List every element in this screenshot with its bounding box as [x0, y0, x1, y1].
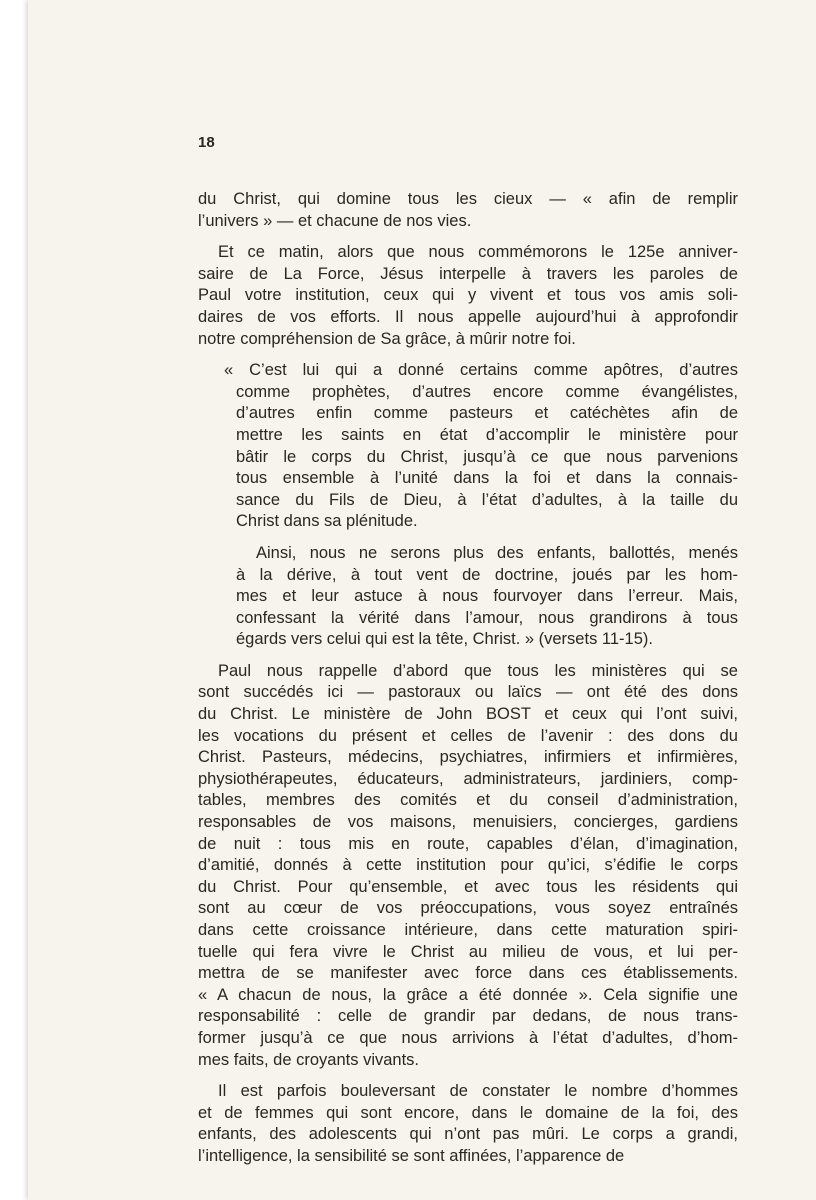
text-line: mettre les saints en état d’accomplir le ministère pour [236, 425, 738, 444]
text-line: sont au cœur de vos préoccupations, vous soyez entraînés [198, 899, 738, 918]
text-line: confessant la vérité dans l’amour, nous grandirons à tous [236, 608, 738, 627]
text-line: mettra de se manifester avec force dans ces établissements. [198, 964, 738, 983]
text-line: du Christ. Le ministère de John BOST et ceux qui l’ont suivi, [198, 705, 738, 724]
text-line: Ainsi, nous ne serons plus des enfants, ballottés, menés [256, 543, 738, 562]
text-line: l’intelligence, la sensibilité se sont affinées, l’apparence de [198, 1146, 625, 1165]
text-line: enfants, des adolescents qui n’ont pas mûri. Le corps a grandi, [198, 1125, 738, 1144]
text-line: mes faits, de croyants vivants. [198, 1050, 420, 1069]
quotation-paragraph [198, 543, 738, 651]
text-line: sont succédés ici — pastoraux ou laïcs — ont été des dons [198, 683, 738, 702]
text-line: Paul votre institution, ceux qui y vivent et tous vos amis soli- [198, 286, 738, 305]
text-line: daires de vos efforts. Il nous appelle aujourd’hui à approfondir [198, 307, 738, 326]
text-line: tous ensemble à l’unité dans la foi et dans la connais- [236, 469, 738, 488]
body-paragraph [198, 189, 738, 232]
text-line: et de femmes qui sont encore, dans le domaine de la foi, des [198, 1103, 738, 1122]
text-line: « C’est lui qui a donné certains comme apôtres, d’autres [224, 361, 738, 380]
text-line: physiothérapeutes, éducateurs, administrateurs, jardiniers, comp- [198, 769, 738, 788]
text-line: notre compréhension de Sa grâce, à mûrir notre foi. [198, 329, 576, 348]
text-line: mes et leur astuce à nous fourvoyer dans l’erreur. Mais, [236, 587, 738, 606]
text-line: de nuit : tous mis en route, capables d’élan, d’imagination, [198, 834, 738, 853]
text-line: tables, membres des comités et du conseil d’administration, [198, 791, 738, 810]
text-line: Christ dans sa plénitude. [236, 512, 418, 531]
text-line: responsables de vos maisons, menuisiers, concierges, gardiens [198, 813, 738, 832]
body-paragraph [198, 661, 738, 1071]
text-line: à la dérive, à tout vent de doctrine, joués par les hom- [236, 565, 738, 584]
text-line: d’amitié, donnés à cette institution pour qu’ici, s’édifie le corps [198, 856, 738, 875]
page-number: 18 [198, 134, 215, 151]
text-line: du Christ. Pour qu’ensemble, et avec tous les résidents qui [198, 877, 738, 896]
body-paragraph [198, 242, 738, 350]
quotation-paragraph [198, 360, 738, 533]
text-line: bâtir le corps du Christ, jusqu’à ce que nous parvenions [236, 447, 738, 466]
text-line: d’autres enfin comme pasteurs et catéchètes afin de [236, 404, 738, 423]
text-line: égards vers celui qui est la tête, Christ. » (versets 11-15). [236, 630, 653, 649]
text-line: l’univers » — et chacune de nos vies. [198, 211, 472, 230]
text-line: dans cette croissance intérieure, dans cette maturation spiri- [198, 921, 738, 939]
text-line: Paul nous rappelle d’abord que tous les ministères qui se [218, 661, 738, 680]
text-line: sance du Fils de Dieu, à l’état d’adultes, à la taille du [236, 490, 738, 509]
text-line: « A chacun de nous, la grâce a été donnée ». Cela signifie une [198, 985, 738, 1004]
body-paragraph [198, 1081, 738, 1167]
text-line: saire de La Force, Jésus interpelle à travers les paroles de [198, 264, 738, 283]
text-line: responsabilité : celle de grandir par dedans, de nous trans- [198, 1007, 738, 1026]
page-text [198, 189, 738, 1178]
text-line: Il est parfois bouleversant de constater le nombre d’hommes [218, 1082, 738, 1101]
text-line: les vocations du présent et celles de l’avenir : des dons du [198, 726, 738, 745]
text-line: tuelle qui fera vivre le Christ au milieu de vous, et lui per- [198, 942, 738, 961]
text-line: Et ce matin, alors que nous commémorons le 125e anniver- [218, 243, 738, 262]
text-line: former jusqu’à ce que nous arrivions à l’état d’adultes, d’hom- [198, 1028, 738, 1047]
text-line: Christ. Pasteurs, médecins, psychiatres, infirmiers et infirmières, [198, 748, 738, 767]
text-line: comme prophètes, d’autres encore comme évangélistes, [236, 382, 738, 401]
text-line: du Christ, qui domine tous les cieux — « afin de remplir [198, 190, 738, 208]
